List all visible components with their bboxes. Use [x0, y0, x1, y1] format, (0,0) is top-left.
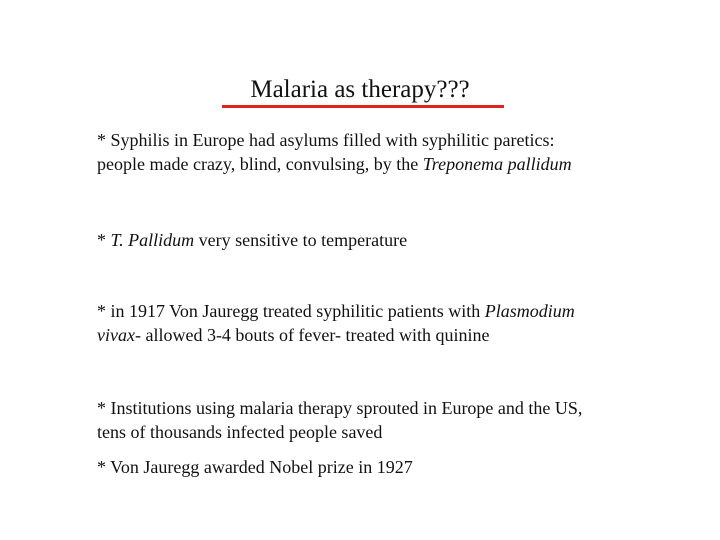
bullet-1-line-1: * Syphilis in Europe had asylums filled with syphilitic paretics:	[97, 130, 555, 150]
bullet-3-italic-term-2: vivax	[97, 325, 135, 345]
bullet-5-line-1: * Von Jauregg awarded Nobel prize in 1927	[97, 457, 413, 477]
bullet-3-line-2	[97, 323, 697, 347]
bullet-3-line-1-text: * in 1917 Von Jauregg treated syphilitic patients with	[97, 301, 485, 321]
bullet-3-line-1	[97, 299, 697, 323]
bullet-2-prefix: *	[97, 230, 111, 250]
bullet-institutions	[97, 396, 697, 444]
title-underline	[222, 105, 504, 108]
bullet-2-suffix: very sensitive to temperature	[194, 230, 408, 250]
bullet-1-line-2	[97, 152, 697, 176]
bullet-syphilis-asylums	[97, 128, 697, 176]
bullet-1-italic-term: Treponema pallidum	[422, 154, 572, 174]
bullet-3-italic-term-1: Plasmodium	[484, 301, 575, 321]
bullet-3-line-2-text: - allowed 3-4 bouts of fever- treated with quinine	[134, 325, 490, 345]
bullet-von-jauregg-treatment	[97, 299, 697, 347]
bullet-4-line-1: * Institutions using malaria therapy sprouted in Europe and the US,	[97, 398, 583, 418]
slide-title: Malaria as therapy???	[250, 76, 470, 103]
bullet-2-line-1	[97, 228, 697, 252]
bullet-temperature	[97, 228, 697, 252]
bullet-1-line-2-text: people made crazy, blind, convulsing, by the	[97, 154, 423, 174]
bullet-2-italic-term: T. Pallidum	[110, 230, 195, 250]
bullet-4-line-2: tens of thousands infected people saved	[97, 422, 383, 442]
bullet-nobel-prize	[97, 455, 697, 479]
